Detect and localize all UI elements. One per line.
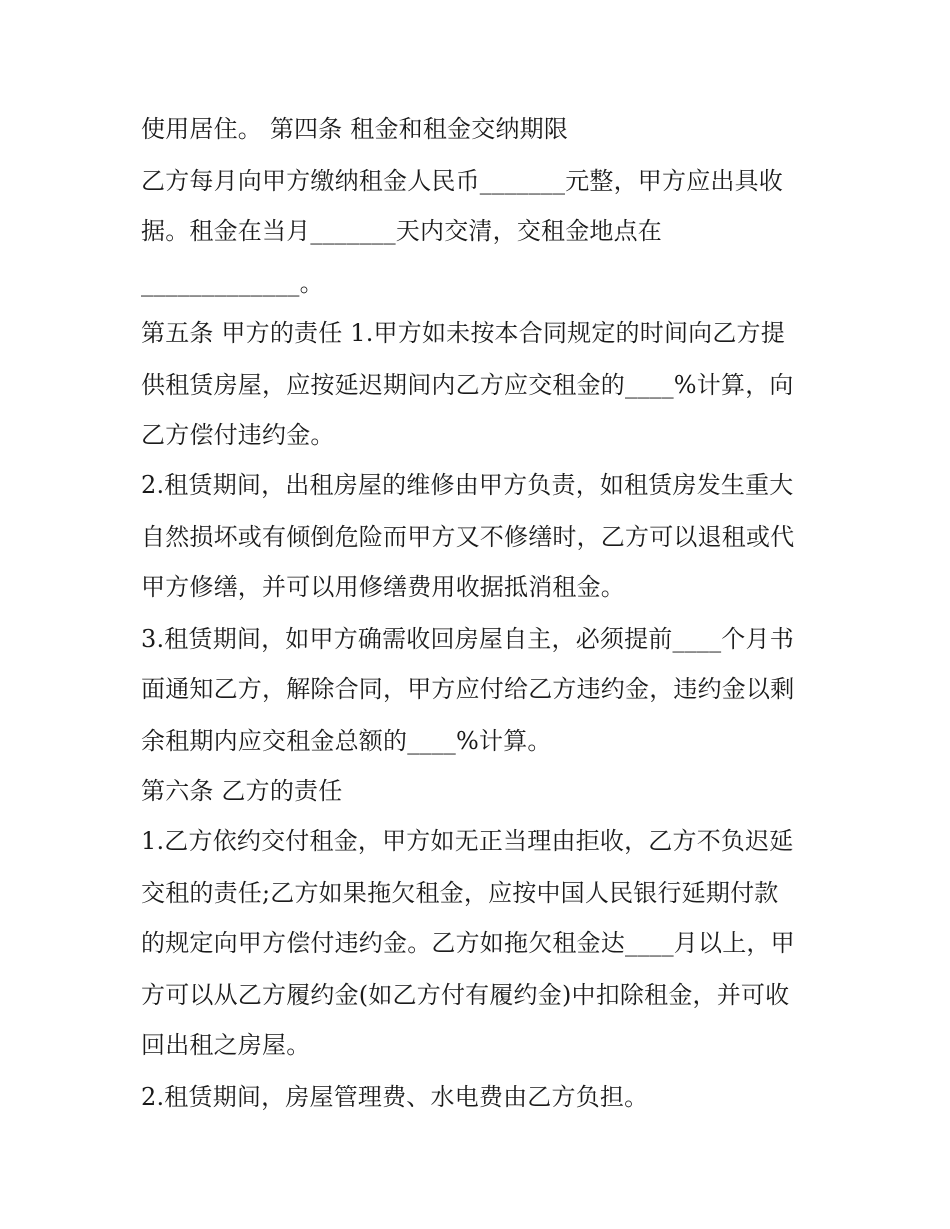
text-line: 的规定向甲方偿付违约金。乙方如拖欠租金达____月以上，甲 [141, 929, 795, 957]
text-line: 方可以从乙方履约金(如乙方付有履约金)中扣除租金，并可收 [141, 981, 790, 1009]
text-line: 第五条 甲方的责任 1.甲方如未按本合同规定的时间向乙方提 [141, 319, 785, 347]
text-line: 甲方修缮，并可以用修缮费用收据抵消租金。 [141, 573, 625, 601]
text-line: 2.租赁期间，出租房屋的维修由甲方负责，如租赁房发生重大 [141, 471, 794, 499]
text-line: _____________。 [141, 269, 324, 297]
text-line: 使用居住。 第四条 租金和租金交纳期限 [141, 115, 569, 143]
text-line: 乙方偿付违约金。 [141, 421, 335, 449]
text-line: 余租期内应交租金总额的____%计算。 [141, 727, 552, 755]
text-line: 交租的责任;乙方如果拖欠租金，应按中国人民银行延期付款 [141, 879, 779, 907]
text-line: 2.租赁期间，房屋管理费、水电费由乙方负担。 [141, 1083, 649, 1111]
text-line: 供租赁房屋，应按延迟期间内乙方应交租金的____%计算，向 [141, 371, 794, 399]
text-line: 自然损坏或有倾倒危险而甲方又不修缮时，乙方可以退租或代 [141, 523, 795, 551]
text-line: 面通知乙方，解除合同，甲方应付给乙方违约金，违约金以剩 [141, 675, 795, 703]
text-line: 回出租之房屋。 [141, 1031, 311, 1059]
text-line: 1.乙方依约交付租金，甲方如无正当理由拒收，乙方不负迟延 [141, 827, 794, 855]
text-line: 3.租赁期间，如甲方确需收回房屋自主，必须提前____个月书 [141, 625, 794, 653]
text-line: 据。租金在当月_______天内交清，交租金地点在 [141, 217, 662, 245]
text-line: 第六条 乙方的责任 [141, 777, 343, 805]
text-line: 乙方每月向甲方缴纳租金人民币_______元整，甲方应出具收 [141, 167, 783, 195]
